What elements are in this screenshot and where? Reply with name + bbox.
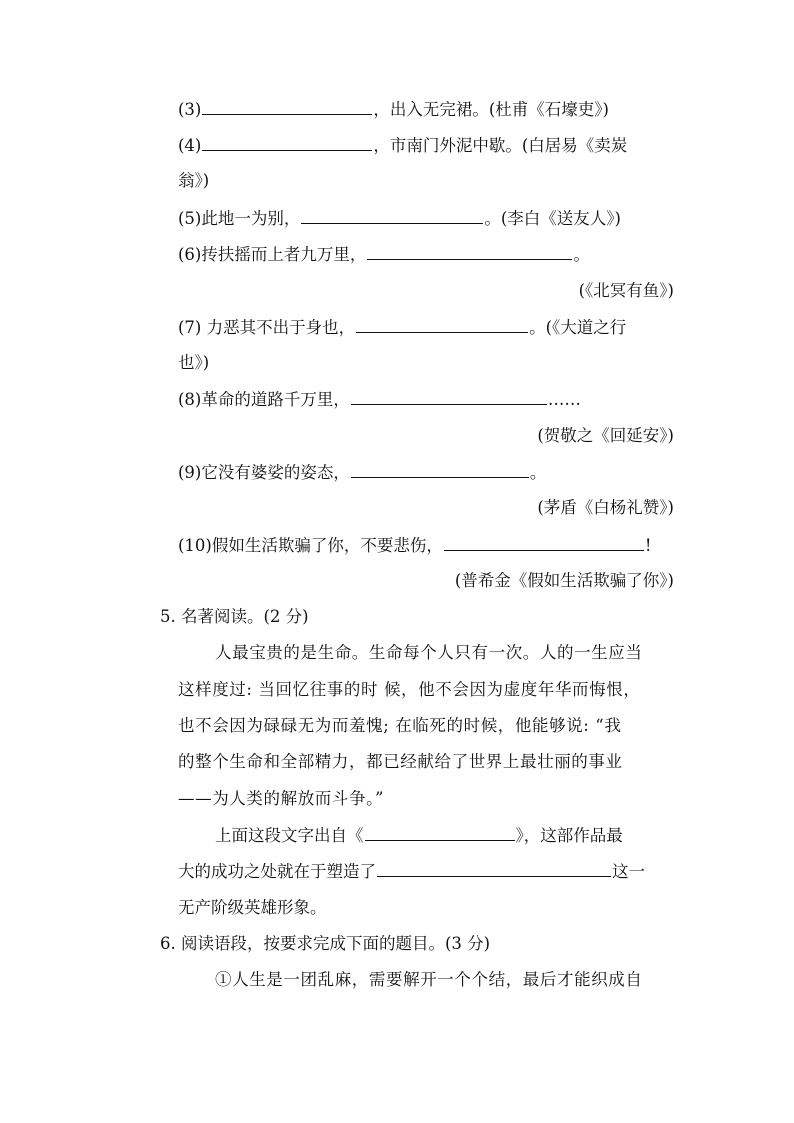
answer-blank[interactable]	[367, 244, 572, 260]
item-3: (3) ，出入无完裙。(杜甫《石壕吏》)	[178, 100, 609, 119]
item-8-source: (贺敬之《回延安》)	[537, 426, 674, 445]
question-6-heading: 6. 阅读语段，按要求完成下面的题目。(3 分)	[160, 934, 491, 953]
item-10: (10)假如生活欺骗了你，不要悲伤， !	[178, 536, 652, 555]
passage-line: 的整个生命和全部精力，都已经献给了世界上最壮丽的事业	[178, 752, 623, 771]
question-5-prompt: 上面这段文字出自《 》，这部作品最	[215, 826, 623, 845]
answer-blank[interactable]	[351, 389, 547, 405]
answer-blank[interactable]	[202, 135, 372, 151]
passage-line: 也不会因为碌碌无为而羞愧; 在临死的时候，他能够说: “我	[178, 716, 622, 735]
book-title-blank[interactable]	[365, 825, 515, 841]
answer-blank[interactable]	[356, 317, 528, 333]
answer-blank[interactable]	[202, 99, 372, 115]
passage-line: ①人生是一团乱麻，需要解开一个个结，最后才能织成自	[215, 970, 643, 989]
item-5: (5)此地一为别， 。(李白《送友人》)	[178, 209, 621, 228]
item-6-source: (《北冥有鱼》)	[578, 281, 674, 300]
item-4-continuation: 翁》)	[178, 171, 210, 190]
question-5-heading: 5. 名著阅读。(2 分)	[160, 607, 309, 626]
item-10-source: (普希金《假如生活欺骗了你》)	[454, 571, 674, 590]
answer-blank[interactable]	[444, 535, 644, 551]
hero-name-blank[interactable]	[377, 861, 611, 877]
question-5-prompt-2: 大的成功之处就在于塑造了 这一	[178, 862, 645, 881]
answer-blank[interactable]	[351, 462, 529, 478]
item-4: (4) ，市南门外泥中歇。(白居易《卖炭	[178, 136, 628, 155]
passage-line: 这样度过: 当回忆往事的时 候，他不会因为虚度年华而悔恨，	[178, 680, 641, 699]
item-6: (6)抟扶摇而上者九万里， 。	[178, 245, 590, 264]
item-7-continuation: 也》)	[178, 353, 210, 372]
item-8: (8)革命的道路千万里， ……	[178, 390, 581, 409]
answer-blank[interactable]	[301, 208, 483, 224]
item-9: (9)它没有婆娑的姿态， 。	[178, 463, 547, 482]
item-9-source: (茅盾《白杨礼赞》)	[537, 498, 674, 517]
passage-line: ——为人类的解放而斗争。”	[178, 789, 384, 808]
question-5-prompt-3: 无产阶级英雄形象。	[178, 898, 327, 917]
passage-line: 人最宝贵的是生命。生命每个人只有一次。人的一生应当	[215, 643, 643, 662]
item-7: (7) 力恶其不出于身也， 。(《大道之行	[178, 318, 627, 337]
